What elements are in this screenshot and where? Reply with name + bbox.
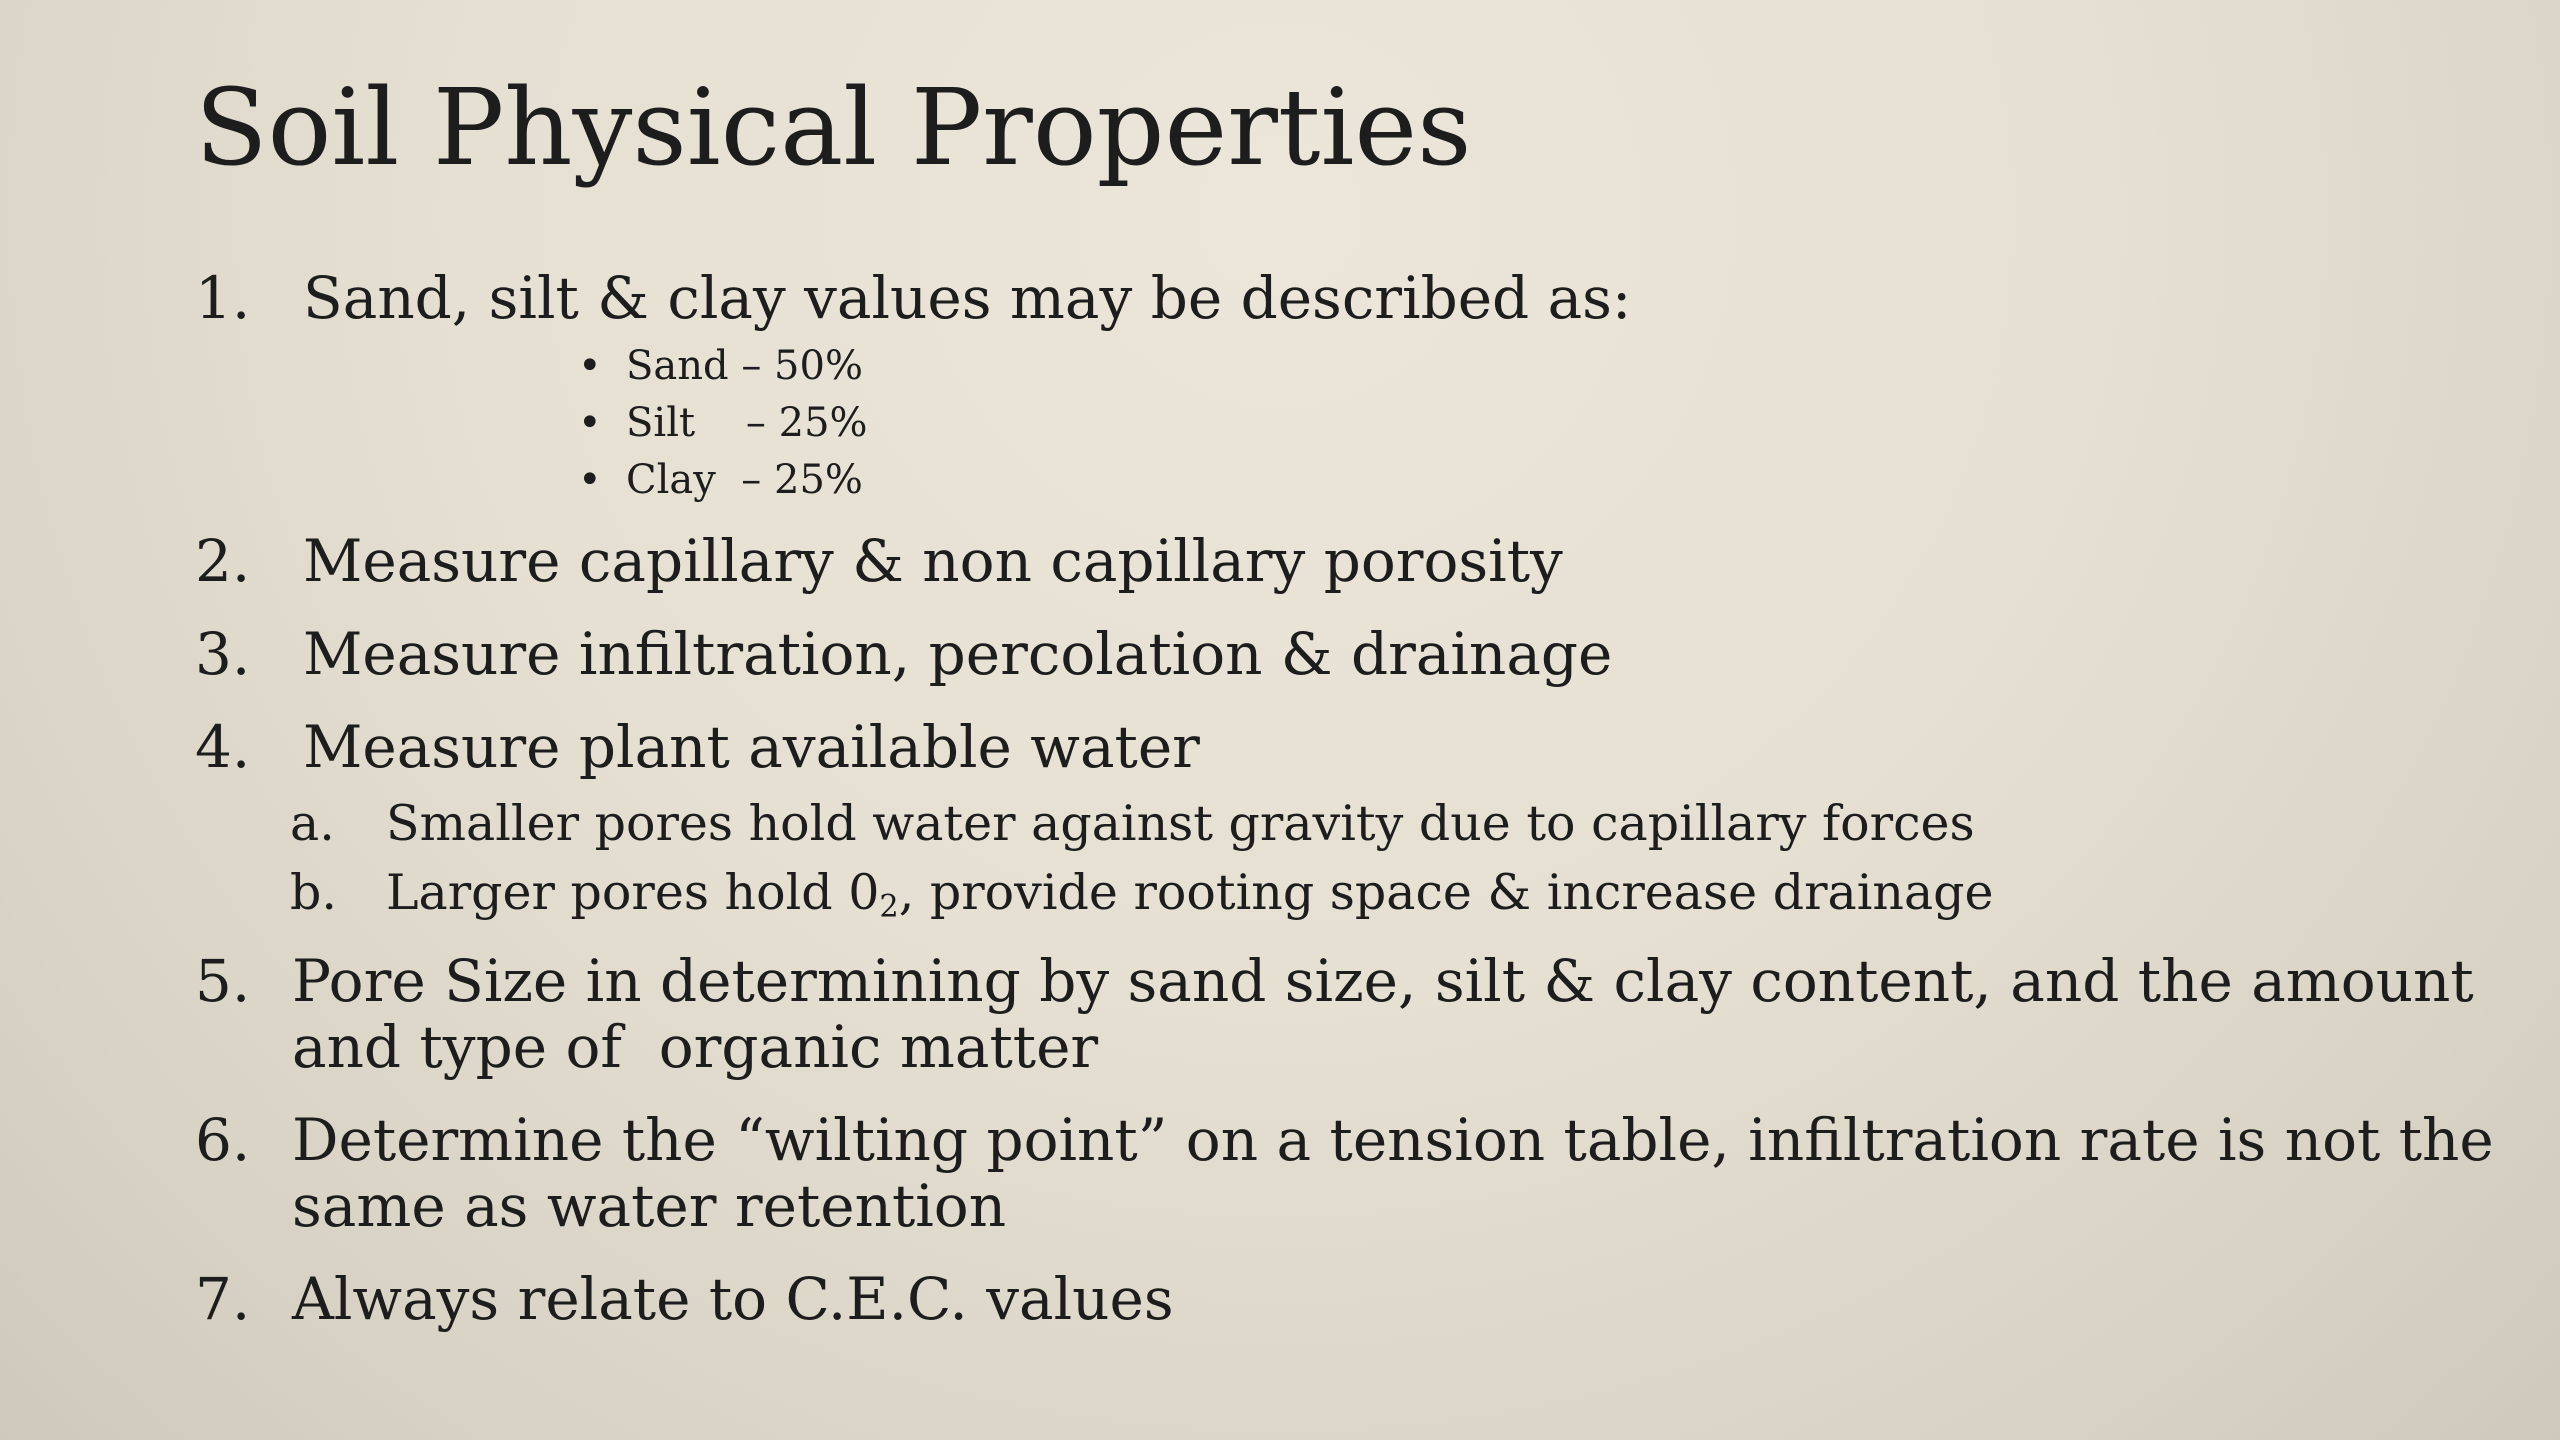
sub-item-text — [386, 864, 1994, 925]
sub-item-text: Smaller pores hold water against gravity due to capillary forces — [386, 795, 1975, 852]
sub-item-text-start: Larger pores hold 0 — [386, 864, 880, 921]
sub-item-label: a. — [290, 795, 335, 852]
list-item-text-line-2: same as water retention — [292, 1172, 1007, 1240]
list-item-text: Measure plant available water — [303, 713, 1200, 781]
slide-title: Soil Physical Properties — [195, 66, 1472, 189]
list-item-number: 7. — [195, 1265, 251, 1333]
list-item-text — [292, 1107, 2494, 1239]
bullet-marker: • — [578, 400, 602, 446]
bullet-marker: • — [578, 457, 602, 503]
list-item-number: 1. — [195, 264, 251, 332]
list-item-number: 4. — [195, 713, 251, 781]
subscript-two: 2 — [879, 889, 899, 925]
list-item-number: 5. — [195, 947, 251, 1015]
sub-item-label: b. — [290, 864, 337, 921]
list-item-text-line-2: and type of organic matter — [292, 1013, 1099, 1081]
list-item-text: Measure capillary & non capillary porosity — [303, 527, 1563, 595]
bullet-text: Silt – 25% — [626, 400, 868, 446]
bullet-marker: • — [578, 343, 602, 389]
list-item-number: 6. — [195, 1106, 251, 1174]
list-item-text: Always relate to C.E.C. values — [292, 1265, 1174, 1333]
list-item-text: Sand, silt & clay values may be described as: — [303, 264, 1632, 332]
bullet-text: Clay – 25% — [626, 457, 863, 503]
sub-item-text-end: , provide rooting space & increase drainage — [898, 864, 1994, 921]
bullet-text: Sand – 50% — [626, 343, 863, 389]
list-item-text — [292, 948, 2474, 1080]
list-item-text-line-1: Pore Size in determining by sand size, silt & clay content, and the amount — [292, 947, 2474, 1015]
list-item-text-line-1: Determine the “wilting point” on a tension table, infiltration rate is not the — [292, 1106, 2494, 1174]
list-item-number: 3. — [195, 620, 251, 688]
list-item-text: Measure infiltration, percolation & drainage — [303, 620, 1613, 688]
list-item-number: 2. — [195, 527, 251, 595]
